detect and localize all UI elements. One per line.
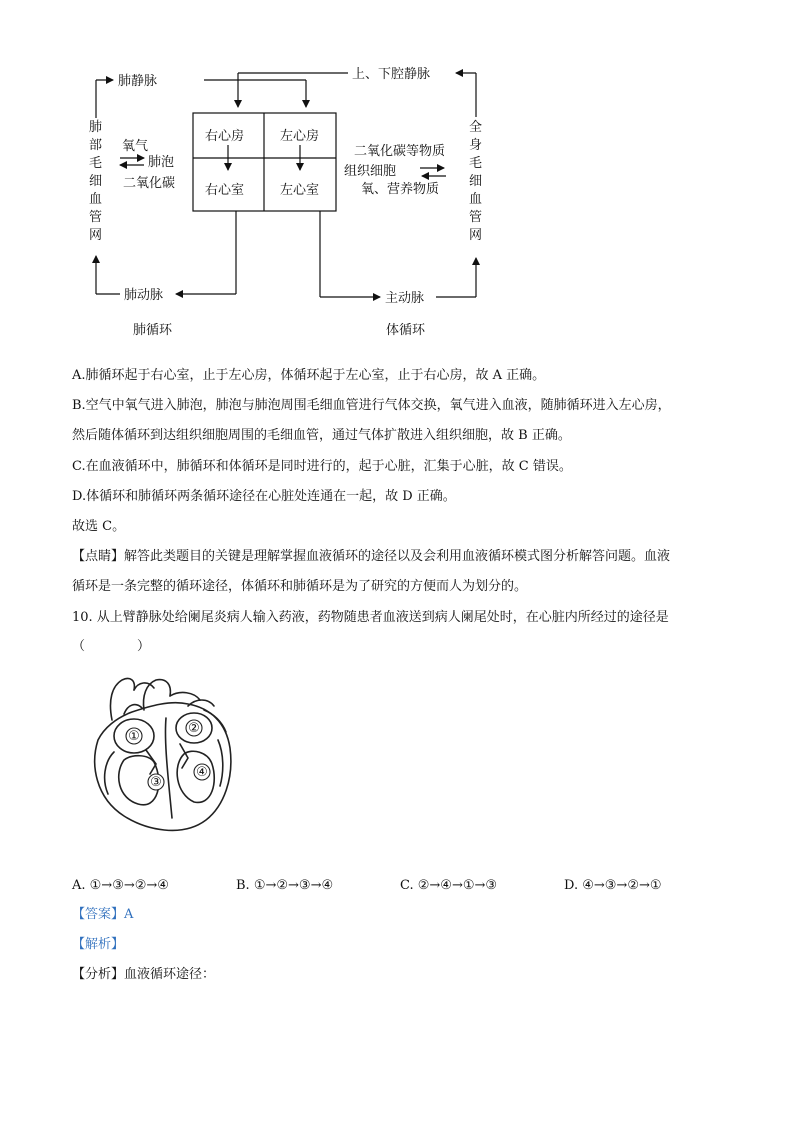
label-lung-capillaries (89, 119, 102, 243)
svg-text:细: 细 (469, 174, 483, 189)
analysis-heading: 【分析】血液循环途径： (72, 967, 216, 982)
question-stem-line2: （ ） (72, 639, 151, 654)
label-co2: 二氧化碳 (123, 176, 176, 191)
svg-text:血: 血 (89, 192, 103, 207)
svg-text:全: 全 (469, 120, 483, 135)
svg-text:细: 细 (89, 174, 103, 189)
svg-text:网: 网 (469, 228, 483, 243)
heart-label-2: ② (188, 721, 200, 736)
label-right-ventricle: 右心室 (205, 183, 245, 198)
svg-text:毛: 毛 (469, 156, 483, 171)
analysis-c: C.在血液循环中，肺循环和体循环是同时进行的，起于心脏，汇集于心脏，故 C 错误。 (72, 459, 572, 474)
svg-text:网: 网 (89, 228, 103, 243)
label-left-atrium: 左心房 (280, 129, 320, 144)
option-c: C. ②→④→①→③ (400, 878, 498, 893)
label-vena-cava: 上、下腔静脉 (352, 67, 431, 82)
label-co2-etc: 二氧化碳等物质 (354, 144, 446, 159)
svg-text:身: 身 (469, 138, 483, 153)
analysis-b-line2: 然后随体循环到达组织细胞周围的毛细血管，通过气体扩散进入组织细胞，故 B 正确。 (72, 428, 571, 443)
label-left-ventricle: 左心室 (280, 183, 320, 198)
tip-line1: 【点睛】解答此类题目的关键是理解掌握血液循环的途径以及会利用血液循环模式图分析解答问题。血液 (72, 549, 671, 564)
label-pulmonary-vein: 肺静脉 (118, 74, 158, 89)
label-tissue-cells: 组织细胞 (344, 164, 397, 179)
label-body-capillaries (469, 120, 482, 243)
label-pulmonary-artery: 肺动脉 (124, 288, 164, 303)
analysis-d: D.体循环和肺循环两条循环途径在心脏处连通在一起，故 D 正确。 (72, 489, 456, 504)
tip-line2: 循环是一条完整的循环途径，体循环和肺循环是为了研究的方便而人为划分的。 (72, 579, 528, 594)
analysis-conclusion: 故选 C。 (72, 519, 126, 534)
svg-text:毛: 毛 (89, 156, 103, 171)
option-d: D. ④→③→②→① (564, 878, 662, 893)
blood-circulation-diagram (0, 0, 800, 345)
analysis-b-line1: B.空气中氧气进入肺泡，肺泡与肺泡周围毛细血管进行气体交换，氧气进入血液，随肺循环进入左心房， (72, 398, 671, 413)
question-stem-line1: 10. 从上臂静脉处给阑尾炎病人输入药液，药物随患者血液送到病人阑尾处时，在心脏内所经过的途径是 (72, 610, 669, 625)
heart-diagram (84, 670, 244, 845)
analysis-a: A.肺循环起于右心室，止于左心房，体循环起于左心室，止于右心房，故 A 正确。 (72, 368, 546, 383)
option-b: B. ①→②→③→④ (236, 878, 334, 893)
label-aorta: 主动脉 (385, 291, 425, 306)
svg-text:管: 管 (89, 210, 103, 225)
label-pulmonary-circulation: 肺循环 (133, 323, 173, 338)
label-right-atrium: 右心房 (205, 129, 245, 144)
heart-label-4: ④ (196, 765, 208, 780)
option-a: A. ①→③→②→④ (72, 878, 169, 893)
heart-label-3: ③ (150, 775, 162, 790)
label-oxygen-nutrients: 氧、营养物质 (361, 182, 440, 197)
svg-text:肺: 肺 (89, 120, 103, 135)
heart-label-1: ① (128, 729, 140, 744)
label-alveoli: 肺泡 (148, 155, 175, 170)
explanation-heading: 【解析】 (72, 937, 125, 952)
answer: 【答案】A (72, 907, 134, 922)
svg-text:部: 部 (89, 138, 103, 153)
label-oxygen: 氧气 (122, 139, 149, 154)
label-systemic-circulation: 体循环 (386, 323, 426, 338)
svg-text:管: 管 (469, 210, 483, 225)
svg-text:血: 血 (469, 192, 483, 207)
